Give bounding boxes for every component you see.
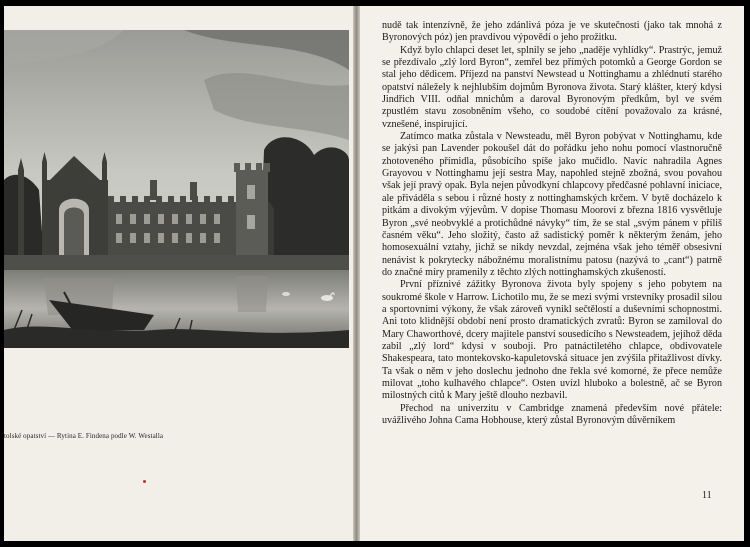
book-gutter <box>353 6 360 541</box>
image-caption: tolské opatství — Rytina E. Findena podle W. Westalla <box>4 432 164 440</box>
paragraph-continuation: nudě tak intenzívně, že jeho zdánlivá póza je ve skutečnosti (jako tak mnohá z Byronových póz) jen pravdivou výpovědí o jeho prožitku. <box>382 20 722 44</box>
body-text <box>382 20 722 427</box>
paragraph: První příznivé zážitky Byronova života byly spojeny s jeho pobytem na soukromé škole v Harrow. Lichotilo mu, že se mezi svými vrstevníky prosadil silou a sportovními výkony, že však zároveň vynikl sečtělostí a duševními schopnostmi. Ani toto klidnější období není prosto dramatických zvratů: Byron se zamiloval do Mary Chaworthové, dcery majitele panství sousedícího s Newsteadem, jejíhož děda zabil „zlý lord“ kdysi v souboji. Pro patnáctiletého chlapce, obdivovatele Shakespeara, tato montekovsko-kapuletovská situace jen zvýšila přitažlivost dívky. Ta však o něm v jeho doslechu jednoho dne řekla své komorné, že přece nemůže milovat „toho kulhavého chlapce“. Osten uvízl hluboko a bolestně, ač se Byron milostných citů k Mary ještě dlouho nezbavil. <box>382 279 722 402</box>
paper-speck <box>143 480 146 483</box>
left-page <box>4 6 353 541</box>
right-page <box>360 6 744 541</box>
page-number: 11 <box>702 490 712 501</box>
newstead-abbey-engraving <box>4 30 349 348</box>
paragraph: Zatímco matka zůstala v Newsteadu, měl Byron pobývat v Nottinghamu, kde se jakýsi pan Lavender pokoušel dát do pořádku jeho nohu pomocí vlastnoručně zhotoveného přímidla, působícího spíše jako mučidlo. Navíc nahradila Agnes Grayovou v Nottinghamu její sestra May, napohled stejně zbožná, svou povahou však její pravý opak. Byla nejen původkyní chlapcovy předčasné pohlavní iniciace, ale přiváděla s sebou i různé hosty z nottinghamských krčem. V bytě docházelo k pitkám a divokým výjevům. V dopise Thomasu Moorovi z března 1816 vysvětluje Byron „své neobvyklé a protichůdné návyky“ tím, že se stal „svým pánem v příliš časném věku“. Jeho složitý, často až sadistický poměr k některým ženám, jeho homosexuální vztahy, jichž se nikdy nevzdal, zejména však jeho téměř obsesivní nenávist k pokrytecky nábožnému moralistnímu patosu (nazývá to „cant“) patrně do značné míry pramenily z těchto zlých nottinghamských zkušeností. <box>382 131 722 278</box>
paragraph: Přechod na univerzitu v Cambridge znamená především nové přátele: uvážlivého Johna Cama Hobhouse, který zůstal Byronovým důvěrníkem <box>382 402 722 426</box>
paragraph: Když bylo chlapci deset let, splnily se jeho „naděje vyhlídky“. Prastrýc, jemuž se přezdívalo „zlý lord Byron“, zemřel bez přímých potomků a George Gordon se stal jeho dědicem. Příjezd na panství Newstead u Nottinghamu a zhlédnutí starého opatství náležely k nejhlubším dojmům Byronova života. Starý klášter, který kdysi Jindřich VIII. odňal mnichům a daroval Byronovým předkům, byl ve svém zpustlém stavu zosobněním všeho, co soudobé cítění považovalo za krásné, vznešené, inspirující. <box>382 44 722 130</box>
